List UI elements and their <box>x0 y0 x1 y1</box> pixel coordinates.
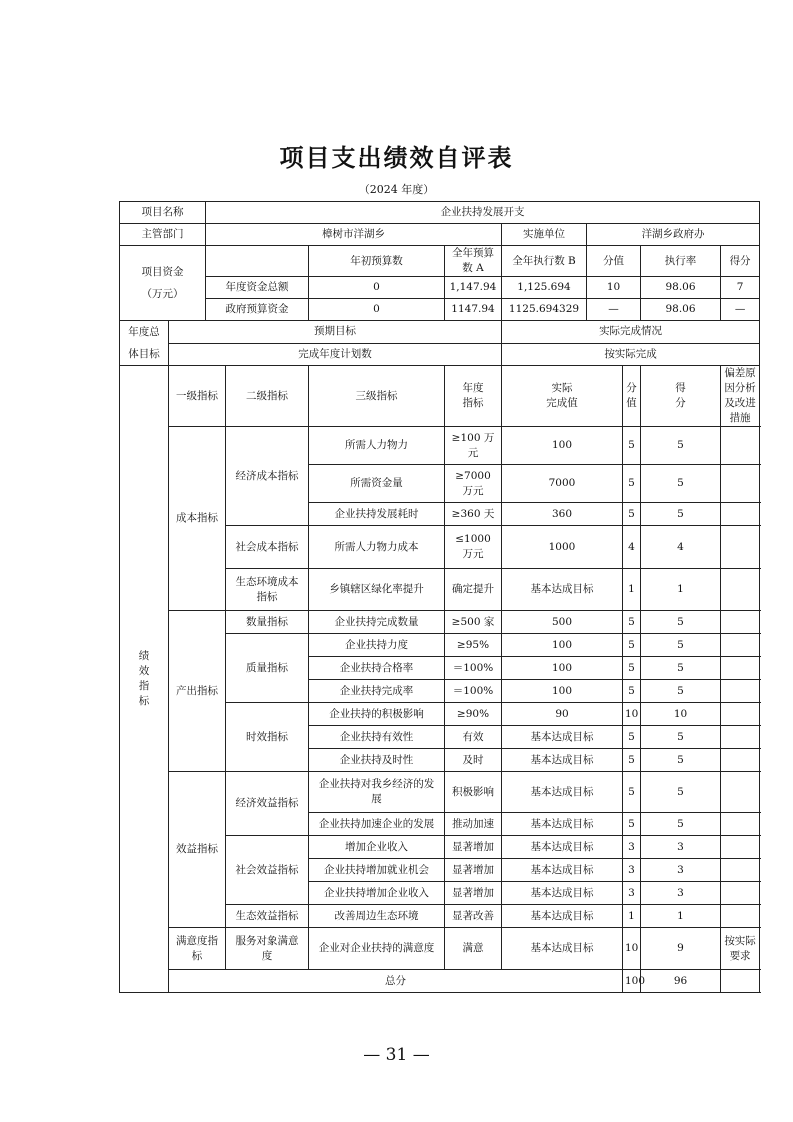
level2-eco-benefit: 生态效益指标 <box>226 905 309 928</box>
indicator-name: 所需人力物力成本 <box>309 526 445 569</box>
indicator-score: 3 <box>641 882 721 905</box>
indicator-deviation <box>721 726 760 749</box>
indicator-target: 显著增加 <box>445 836 502 859</box>
table-row <box>120 343 760 366</box>
goals-label <box>120 321 169 366</box>
col-score-line-2: 分 <box>675 397 686 409</box>
indicator-value: 1 <box>623 905 641 928</box>
indicator-score: 5 <box>641 427 721 465</box>
indicator-score: 5 <box>641 634 721 657</box>
indicator-actual: 基本达成目标 <box>502 836 623 859</box>
level2-econ-cost: 经济成本指标 <box>226 427 309 526</box>
indicator-score: 1 <box>641 905 721 928</box>
funds-blank-cell <box>206 246 309 277</box>
level1-satisfaction-line-2: 标 <box>191 949 203 962</box>
indicator-actual: 基本达成目标 <box>502 772 623 813</box>
indicator-score: 5 <box>641 680 721 703</box>
indicator-target <box>445 465 502 503</box>
goals-actual-value: 按实际完成 <box>502 343 760 366</box>
indicator-target: 确定提升 <box>445 569 502 611</box>
impl-value: 洋湖乡政府办 <box>587 224 760 246</box>
table-row <box>120 427 760 465</box>
indicator-target: ≥90% <box>445 703 502 726</box>
dept-value: 樟树市洋湖乡 <box>206 224 502 246</box>
funds-total-initial: 0 <box>309 277 445 299</box>
indicator-actual: 基本达成目标 <box>502 859 623 882</box>
indicator-name: 企业扶持有效性 <box>309 726 445 749</box>
level2-social-benefit: 社会效益指标 <box>226 836 309 905</box>
indicator-target-line-1: ≥100 万 <box>451 431 495 444</box>
indicator-deviation: 按实际要求 <box>721 928 760 970</box>
col-score-value-line-2: 值 <box>626 397 637 409</box>
indicator-name: 企业扶持合格率 <box>309 657 445 680</box>
funds-label-line-1: 项目资金 <box>141 266 184 278</box>
dept-label: 主管部门 <box>120 224 206 246</box>
col-level3-header: 三级指标 <box>309 366 445 427</box>
level2-satisfaction-line-2: 度 <box>261 949 273 962</box>
indicator-actual: 100 <box>502 634 623 657</box>
col-deviation-header <box>721 366 760 427</box>
indicator-name-line-2: 展 <box>371 793 382 805</box>
indicator-target: ≥500 家 <box>445 611 502 634</box>
indicator-actual: 7000 <box>502 465 623 503</box>
col-score-value-line-1: 分 <box>626 382 637 394</box>
table-row <box>120 299 760 321</box>
indicator-actual: 1000 <box>502 526 623 569</box>
indicators-section-text: 绩效指标 <box>138 650 150 707</box>
indicator-deviation <box>721 634 760 657</box>
funds-gov-score: — <box>721 299 760 321</box>
indicator-actual: 360 <box>502 503 623 526</box>
indicator-actual: 基本达成目标 <box>502 928 623 970</box>
funds-total-rate: 98.06 <box>641 277 721 299</box>
indicator-name: 企业扶持及时性 <box>309 749 445 772</box>
funds-total-score-value: 10 <box>587 277 641 299</box>
indicator-target: ＝100% <box>445 680 502 703</box>
project-name-value: 企业扶持发展开支 <box>206 202 760 224</box>
indicator-value: 5 <box>623 772 641 813</box>
funds-total-exec: 1,125.694 <box>502 277 587 299</box>
level2-satisfaction-line-1: 服务对象满意 <box>235 934 299 947</box>
indicator-target <box>445 427 502 465</box>
indicator-actual: 基本达成目标 <box>502 749 623 772</box>
level2-satisfaction <box>226 928 309 970</box>
indicator-name: 企业扶持增加就业机会 <box>309 859 445 882</box>
indicator-target: 显著增加 <box>445 882 502 905</box>
col-actual-header <box>502 366 623 427</box>
table-row <box>120 224 760 246</box>
funds-total-score: 7 <box>721 277 760 299</box>
col-score-ind-header <box>641 366 721 427</box>
col-score-line-1: 得 <box>675 382 686 394</box>
indicator-deviation <box>721 703 760 726</box>
col-score-header: 得分 <box>721 246 760 277</box>
indicator-target: 满意 <box>445 928 502 970</box>
funds-label-line-2: （万元） <box>141 288 184 300</box>
indicator-deviation <box>721 749 760 772</box>
table-row <box>120 277 760 299</box>
indicator-value: 3 <box>623 836 641 859</box>
level2-eco-cost <box>226 569 309 611</box>
table-row <box>120 970 760 993</box>
total-label: 总分 <box>169 970 623 993</box>
funds-gov-full: 1147.94 <box>445 299 502 321</box>
indicator-value: 5 <box>623 680 641 703</box>
indicator-target <box>445 526 502 569</box>
col-deviation-line-2: 及改进措施 <box>724 397 756 424</box>
table-row <box>120 928 760 970</box>
indicator-deviation <box>721 859 760 882</box>
col-exec-header: 全年执行数 B <box>502 246 587 277</box>
indicator-score: 1 <box>641 569 721 611</box>
indicator-target: 积极影响 <box>445 772 502 813</box>
indicator-score: 5 <box>641 503 721 526</box>
table-row <box>120 772 760 813</box>
indicator-target: ＝100% <box>445 657 502 680</box>
total-score: 96 <box>641 970 721 993</box>
col-annual-line-2: 指标 <box>462 397 484 409</box>
table-row <box>120 246 760 277</box>
indicator-name: 增加企业收入 <box>309 836 445 859</box>
indicator-deviation <box>721 503 760 526</box>
table-row <box>120 202 760 224</box>
page-title: 项目支出绩效自评表 <box>279 144 514 172</box>
indicator-target: 推动加速 <box>445 813 502 836</box>
indicator-name: 企业扶持力度 <box>309 634 445 657</box>
indicator-value: 5 <box>623 634 641 657</box>
table-row <box>120 611 760 634</box>
indicator-target: ≥360 天 <box>445 503 502 526</box>
indicator-score: 3 <box>641 859 721 882</box>
level2-social-cost: 社会成本指标 <box>226 526 309 569</box>
indicator-score: 5 <box>641 657 721 680</box>
col-score-value-header: 分值 <box>587 246 641 277</box>
indicator-name: 企业扶持加速企业的发展 <box>309 813 445 836</box>
indicator-actual: 基本达成目标 <box>502 569 623 611</box>
indicator-name: 企业对企业扶持的满意度 <box>309 928 445 970</box>
indicator-actual: 基本达成目标 <box>502 726 623 749</box>
indicator-target: 有效 <box>445 726 502 749</box>
indicator-value: 5 <box>623 749 641 772</box>
indicator-score: 10 <box>641 703 721 726</box>
indicator-deviation <box>721 427 760 465</box>
indicator-target: ≥95% <box>445 634 502 657</box>
indicator-value: 5 <box>623 726 641 749</box>
level2-quality: 质量指标 <box>226 634 309 703</box>
indicator-value: 5 <box>623 503 641 526</box>
indicator-name <box>309 772 445 813</box>
indicator-value: 3 <box>623 859 641 882</box>
indicator-target-line-2: 万元 <box>462 548 484 560</box>
indicator-name: 所需人力物力 <box>309 427 445 465</box>
level2-eco-cost-line-1: 生态环境成本 <box>235 575 299 588</box>
indicator-score: 5 <box>641 726 721 749</box>
indicator-target-line-1: ≥7000 <box>455 469 491 482</box>
indicator-actual: 基本达成目标 <box>502 905 623 928</box>
indicator-target-line-2: 万元 <box>462 484 484 497</box>
indicator-actual: 100 <box>502 427 623 465</box>
indicator-value: 5 <box>623 465 641 503</box>
col-initial-header: 年初预算数 <box>309 246 445 277</box>
funds-gov-initial: 0 <box>309 299 445 321</box>
indicator-deviation <box>721 465 760 503</box>
table-row <box>120 366 760 427</box>
total-value: 100 <box>623 970 641 993</box>
indicator-score: 5 <box>641 611 721 634</box>
col-annual-header <box>445 366 502 427</box>
indicator-name: 所需资金量 <box>309 465 445 503</box>
indicator-value: 1 <box>623 569 641 611</box>
funds-gov-label: 政府预算资金 <box>206 299 309 321</box>
col-annual-line-1: 年度 <box>462 382 484 394</box>
indicator-deviation <box>721 882 760 905</box>
indicator-score: 5 <box>641 772 721 813</box>
indicator-name: 乡镇辖区绿化率提升 <box>309 569 445 611</box>
indicator-name-line-1: 企业扶持对我乡经济的发 <box>318 778 435 790</box>
impl-label: 实施单位 <box>502 224 587 246</box>
indicator-deviation <box>721 813 760 836</box>
indicator-name: 企业扶持完成数量 <box>309 611 445 634</box>
col-actual-line-1: 实际 <box>551 382 573 394</box>
indicator-value: 10 <box>623 928 641 970</box>
indicator-deviation <box>721 611 760 634</box>
indicator-target-line-2: 元 <box>467 446 479 459</box>
indicator-actual: 基本达成目标 <box>502 813 623 836</box>
level1-satisfaction <box>169 928 226 970</box>
goals-expected-value: 完成年度计划数 <box>169 343 502 366</box>
goals-expected-header: 预期目标 <box>169 321 502 344</box>
indicator-value: 3 <box>623 882 641 905</box>
indicator-name: 企业扶持的积极影响 <box>309 703 445 726</box>
indicator-deviation <box>721 569 760 611</box>
indicator-score: 5 <box>641 749 721 772</box>
indicator-deviation <box>721 680 760 703</box>
indicator-actual: 100 <box>502 657 623 680</box>
funds-total-full: 1,147.94 <box>445 277 502 299</box>
level2-eco-cost-line-2: 指标 <box>256 590 278 603</box>
total-deviation <box>721 970 760 993</box>
indicator-value: 5 <box>623 611 641 634</box>
col-actual-line-2: 完成值 <box>546 397 578 409</box>
indicator-name: 改善周边生态环境 <box>309 905 445 928</box>
col-exec-rate-header: 执行率 <box>641 246 721 277</box>
indicator-deviation <box>721 657 760 680</box>
table-row <box>120 321 760 344</box>
indicator-value: 4 <box>623 526 641 569</box>
col-full-header: 全年预算数 A <box>445 246 502 277</box>
indicator-actual: 基本达成目标 <box>502 882 623 905</box>
indicator-actual: 90 <box>502 703 623 726</box>
goals-actual-header: 实际完成情况 <box>502 321 760 344</box>
indicator-deviation <box>721 905 760 928</box>
indicator-score: 5 <box>641 465 721 503</box>
indicator-score: 3 <box>641 836 721 859</box>
col-level1-header: 一级指标 <box>169 366 226 427</box>
indicators-section-label <box>120 366 169 993</box>
indicator-deviation <box>721 772 760 813</box>
level1-benefit: 效益指标 <box>169 772 226 928</box>
indicator-value: 5 <box>623 813 641 836</box>
indicator-name: 企业扶持完成率 <box>309 680 445 703</box>
indicator-score: 9 <box>641 928 721 970</box>
col-deviation-line-1: 偏差原因分析 <box>724 367 756 394</box>
funds-total-label: 年度资金总额 <box>206 277 309 299</box>
indicator-name: 企业扶持增加企业收入 <box>309 882 445 905</box>
performance-table <box>119 201 760 993</box>
level2-quantity: 数量指标 <box>226 611 309 634</box>
level1-cost: 成本指标 <box>169 427 226 611</box>
level1-output: 产出指标 <box>169 611 226 772</box>
level2-econ-benefit: 经济效益指标 <box>226 772 309 836</box>
indicator-deviation <box>721 526 760 569</box>
funds-label <box>120 246 206 321</box>
indicator-target-line-1: ≤1000 <box>455 533 491 545</box>
level2-time: 时效指标 <box>226 703 309 772</box>
indicator-value: 5 <box>623 427 641 465</box>
col-score-value-ind-header <box>623 366 641 427</box>
goals-label-line-2: 体目标 <box>128 348 160 360</box>
goals-label-line-1: 年度总 <box>128 326 160 338</box>
indicator-value: 10 <box>623 703 641 726</box>
indicator-score: 5 <box>641 813 721 836</box>
year-label: （2024 年度） <box>358 183 435 196</box>
indicator-value: 5 <box>623 657 641 680</box>
indicator-actual: 100 <box>502 680 623 703</box>
indicator-target: 显著改善 <box>445 905 502 928</box>
funds-gov-score-value: — <box>587 299 641 321</box>
col-level2-header: 二级指标 <box>226 366 309 427</box>
indicator-target: 及时 <box>445 749 502 772</box>
indicator-deviation <box>721 836 760 859</box>
indicator-actual: 500 <box>502 611 623 634</box>
funds-gov-rate: 98.06 <box>641 299 721 321</box>
level1-satisfaction-line-1: 满意度指 <box>176 934 218 947</box>
page-number: — 31 — <box>363 1045 430 1065</box>
indicator-name: 企业扶持发展耗时 <box>309 503 445 526</box>
indicator-target: 显著增加 <box>445 859 502 882</box>
project-name-label: 项目名称 <box>120 202 206 224</box>
indicator-score: 4 <box>641 526 721 569</box>
funds-gov-exec: 1125.694329 <box>502 299 587 321</box>
